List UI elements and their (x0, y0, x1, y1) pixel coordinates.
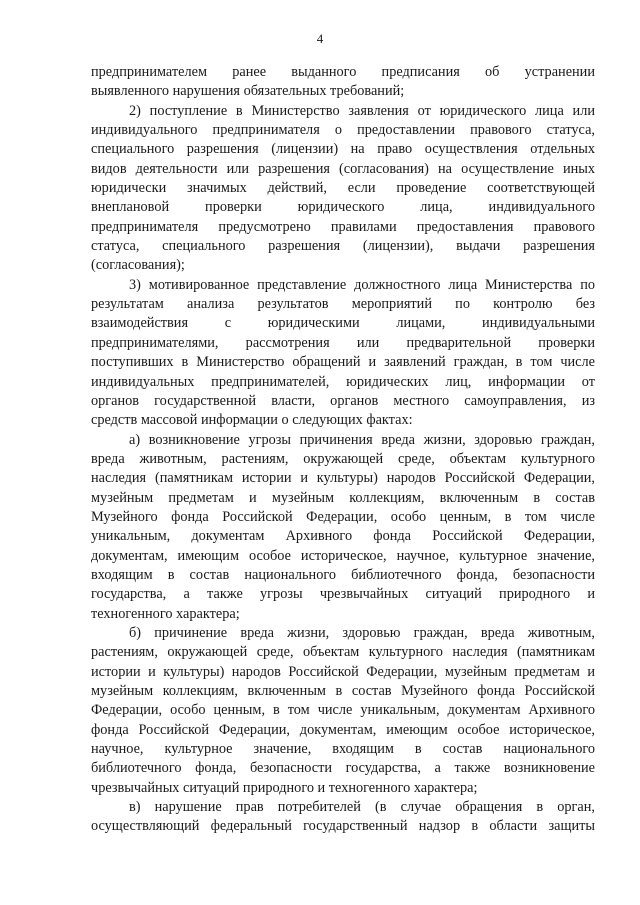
text-line: фонда Российской Федерации, документам, имеющим особое историческое, (91, 721, 595, 738)
text-line: результатам анализа результатов мероприятий по контролю без (91, 296, 595, 313)
text-line: (согласования); (91, 257, 185, 274)
text-line: б) причинение вреда жизни, здоровью граждан, вреда животным, (129, 624, 595, 641)
text-line: средств массовой информации о следующих фактах: (91, 412, 413, 429)
text-line: музейным предметам и музейным коллекциям, включенным в состав (91, 489, 595, 506)
text-line: органов государственной власти, органов местного самоуправления, из (91, 392, 595, 409)
text-line: 3) мотивированное представление должностного лица Министерства по (129, 276, 595, 293)
text-line: 2) поступление в Министерство заявления от юридического лица или (129, 102, 595, 119)
text-line: научное, культурное значение, входящим в состав национального (91, 741, 595, 758)
text-line: внеплановой проверки юридического лица, индивидуального (91, 199, 595, 216)
text-line: чрезвычайных ситуаций природного и техногенного характера; (91, 779, 478, 796)
text-line: техногенного характера; (91, 605, 240, 622)
text-line: видов деятельности или разрешения (согласования) на осуществление иных (91, 160, 595, 177)
text-line: предпринимателями, рассмотрения или предварительной проверки (91, 334, 595, 351)
page-number: 4 (316, 31, 324, 46)
text-line: растениям, окружающей среде, объектам культурного наследия (памятникам (91, 644, 595, 661)
text-line: входящим в состав национального библиотечного фонда, безопасности (91, 566, 595, 583)
text-line: взаимодействия с юридическими лицами, индивидуальными (91, 315, 595, 332)
text-line: индивидуального предпринимателя о предоставлении правового статуса, (91, 122, 595, 139)
text-line: статуса, специального разрешения (лицензии), выдачи разрешения (91, 238, 595, 255)
text-line: в) нарушение прав потребителей (в случае обращения в орган, (129, 799, 595, 816)
text-line: индивидуальных предпринимателей, юридических лиц, информации от (91, 373, 595, 390)
text-line: наследия (памятникам истории и культуры) народов Российской Федерации, (91, 470, 595, 487)
text-line: предпринимателем ранее выданного предписания об устранении (91, 64, 595, 80)
text-line: Музейного фонда Российской Федерации, особо ценным, в том числе (91, 508, 595, 525)
text-line: библиотечного фонда, безопасности государства, а также возникновение (91, 760, 595, 777)
text-line: уникальным, документам Архивного фонда Российской Федерации, (91, 528, 595, 545)
text-line: выявленного нарушения обязательных требований; (91, 83, 405, 100)
text-line: юридически значимых действий, если проведение соответствующей (91, 180, 595, 197)
text-line: осуществляющий федеральный государственный надзор в области защиты (91, 818, 595, 835)
text-line: истории и культуры) народов Российской Федерации, музейным предметам и (91, 663, 595, 680)
text-line: вреда животным, растениям, окружающей среде, объектам культурного (91, 450, 595, 467)
document-body (91, 63, 595, 837)
text-line: специального разрешения (лицензии) на право осуществления отдельных (91, 141, 595, 158)
text-line: поступивших в Министерство обращений и заявлений граждан, в том числе (91, 354, 595, 371)
text-line: предпринимателя предусмотрено правилами предоставления правового (91, 218, 595, 235)
text-line: Федерации, особо ценным, в том числе уникальным, документам Архивного (91, 702, 595, 719)
text-line: государства, а также угрозы чрезвычайных ситуаций природного и (91, 586, 595, 603)
text-line: документам, имеющим особое историческое, научное, культурное значение, (91, 547, 595, 564)
text-line: а) возникновение угрозы причинения вреда жизни, здоровью граждан, (129, 431, 595, 448)
text-line: музейным коллекциям, включенным в состав Музейного фонда Российской (91, 683, 595, 699)
